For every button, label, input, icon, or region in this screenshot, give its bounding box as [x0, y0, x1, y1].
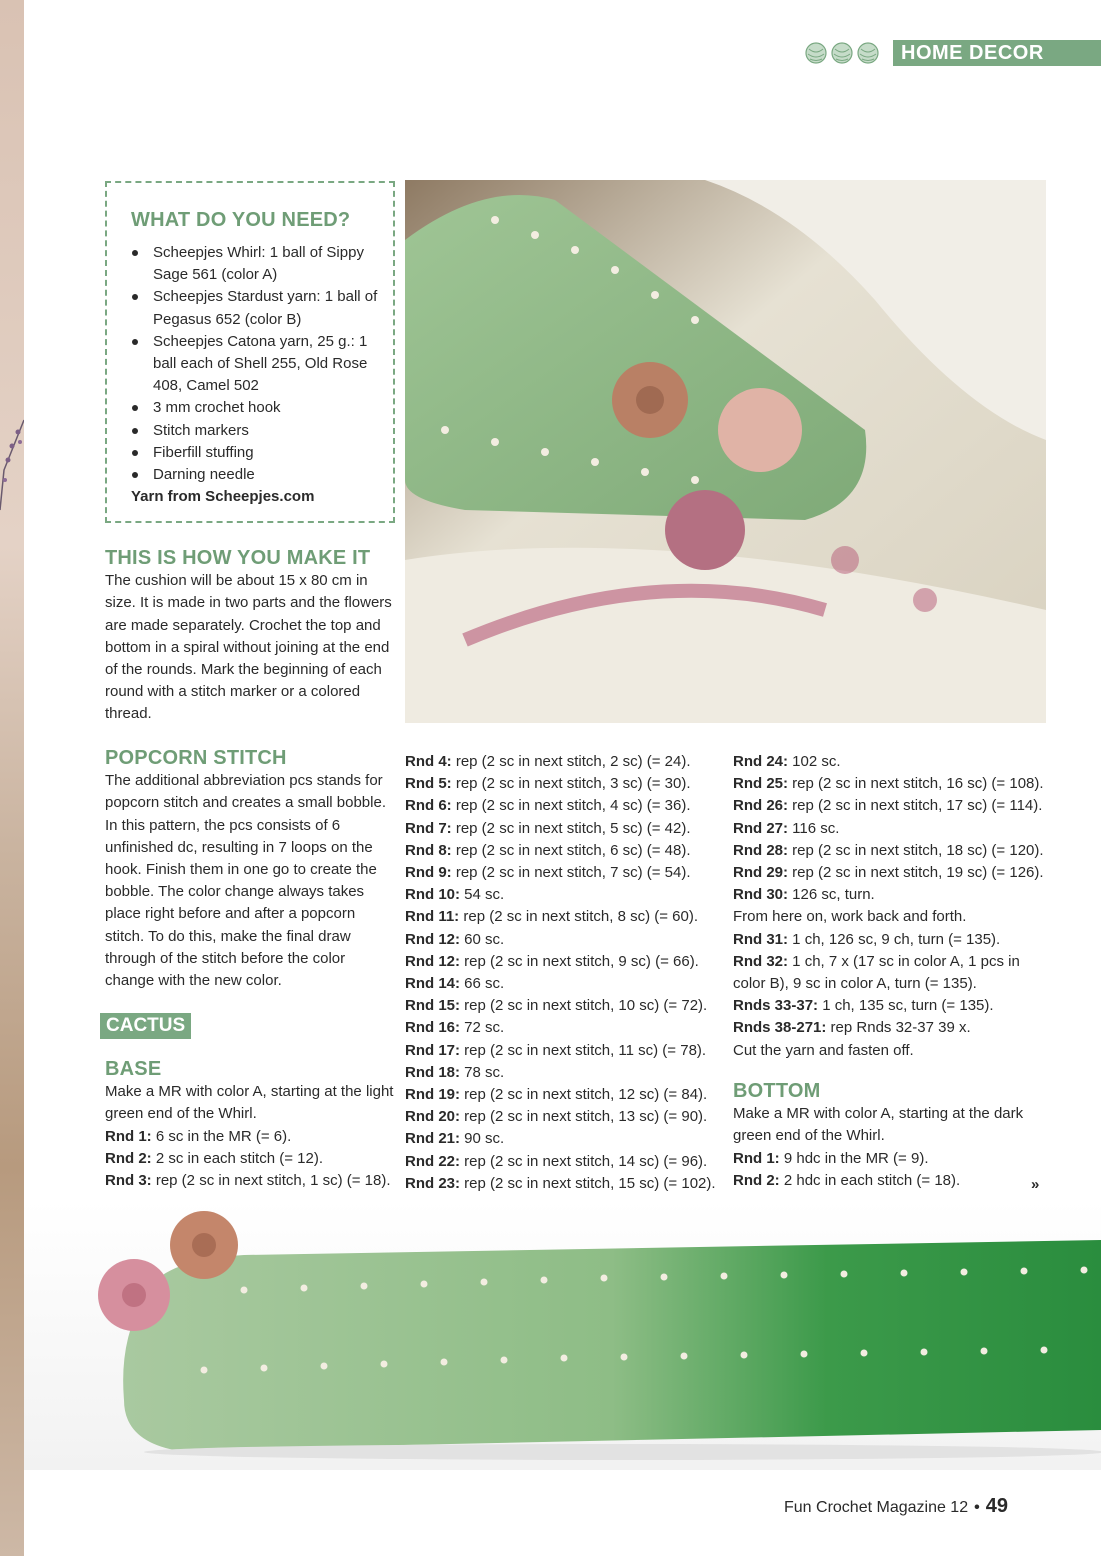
round-line: Rnd 1: 6 sc in the MR (= 6). [105, 1127, 292, 1145]
howto-text: The cushion will be about 15 x 80 cm in size. It is made in two parts and the flowers are made separately. Crochet the top and bottom in a spiral without joining at the end of the rounds. Mark the beginning of each round with a stitch marker or a colored thread. [105, 572, 392, 723]
round-line: Rnd 26: rep (2 sc in next stitch, 17 sc) (= 114). [733, 797, 1043, 815]
round-line: Rnd 24: 102 sc. [733, 753, 841, 770]
footer-separator: • [974, 1499, 980, 1516]
popcorn-section [105, 747, 397, 992]
cushion-photo [405, 180, 1046, 723]
round-line: Rnd 22: rep (2 sc in next stitch, 14 sc) (= 96). [405, 1152, 708, 1170]
flower-icon [170, 1211, 238, 1279]
bottom-title: BOTTOM [733, 1080, 821, 1102]
round-line: Rnd 12: 60 sc. [405, 930, 505, 948]
popcorn-title: POPCORN STITCH [105, 747, 287, 769]
list-item: 3 mm crochet hook [131, 397, 383, 419]
fasten-note: Cut the yarn and fasten off. [733, 1041, 914, 1059]
base-section [105, 1058, 403, 1192]
base-intro: Make a MR with color A, starting at the light green end of the Whirl. [105, 1083, 394, 1123]
round-line: Rnd 15: rep (2 sc in next stitch, 10 sc) (= 72). [405, 997, 708, 1015]
round-line: Rnd 8: rep (2 sc in next stitch, 6 sc) (= 48). [405, 841, 691, 859]
round-line: Rnds 33-37: 1 ch, 135 sc, turn (= 135). [733, 997, 994, 1015]
magazine-name: Fun Crochet Magazine 12 [784, 1499, 969, 1516]
list-item: Darning needle [131, 464, 383, 486]
round-line: Rnd 3: rep (2 sc in next stitch, 1 sc) (= 18). [105, 1172, 391, 1190]
materials-title: WHAT DO YOU NEED? [131, 209, 351, 231]
round-line: Rnd 5: rep (2 sc in next stitch, 3 sc) (= 30). [405, 775, 691, 793]
round-line: Rnd 25: rep (2 sc in next stitch, 16 sc) (= 108). [733, 775, 1044, 793]
round-line: Rnd 30: 126 sc, turn. [733, 886, 875, 904]
round-line: Rnd 29: rep (2 sc in next stitch, 19 sc) (= 126). [733, 864, 1044, 882]
left-edge-photo [0, 0, 24, 1556]
list-item: Fiberfill stuffing [131, 442, 383, 464]
round-line: Rnd 12: rep (2 sc in next stitch, 9 sc) (= 66). [405, 952, 699, 970]
round-line: Rnd 2: 2 hdc in each stitch (= 18). [733, 1171, 961, 1189]
round-line: Rnd 4: rep (2 sc in next stitch, 2 sc) (= 24). [405, 753, 691, 770]
round-line: Rnd 19: rep (2 sc in next stitch, 12 sc) (= 84). [405, 1086, 708, 1104]
back-forth-note: From here on, work back and forth. [733, 908, 967, 926]
materials-list [131, 242, 383, 486]
flower-icon [612, 362, 688, 438]
list-item: Scheepjes Catona yarn, 25 g.: 1 ball each of Shell 255, Old Rose 408, Camel 502 [131, 331, 383, 398]
list-item: Stitch markers [131, 420, 383, 442]
yarn-balls-icon [803, 40, 883, 66]
howto-title: THIS IS HOW YOU MAKE IT [105, 547, 371, 569]
cactus-section [100, 1013, 191, 1039]
round-line: Rnd 28: rep (2 sc in next stitch, 18 sc) (= 120). [733, 841, 1044, 859]
materials-box [105, 181, 395, 523]
round-line: Rnd 27: 116 sc. [733, 819, 840, 837]
yarn-source: Yarn from Scheepjes.com [131, 488, 315, 506]
rounds-column-3 [733, 751, 1058, 1062]
continue-arrow-icon: » [1031, 1176, 1040, 1193]
round-line: Rnd 1: 9 hdc in the MR (= 9). [733, 1149, 929, 1167]
cushion-photo-illustration [405, 180, 1046, 723]
cactus-cushion-photo [24, 1200, 1101, 1470]
round-line: Rnd 11: rep (2 sc in next stitch, 8 sc) (= 60). [405, 908, 699, 926]
round-line: Rnd 9: rep (2 sc in next stitch, 7 sc) (= 54). [405, 864, 691, 882]
round-line: Rnd 6: rep (2 sc in next stitch, 4 sc) (= 36). [405, 797, 691, 815]
cactus-tag: CACTUS [100, 1013, 191, 1039]
page-number: 49 [985, 1495, 1008, 1517]
round-line: Rnds 38-271: rep Rnds 32-37 39 x. [733, 1019, 971, 1037]
round-line: Rnd 32: 1 ch, 7 x (17 sc in color A, 1 pcs in color B), 9 sc in color A, turn (= 135). [733, 952, 1020, 993]
rounds-column-2 [405, 751, 725, 1195]
list-item: Scheepjes Whirl: 1 ball of Sippy Sage 561 (color A) [131, 242, 383, 286]
popcorn-text: The additional abbreviation pcs stands for popcorn stitch and creates a small bobble. In this pattern, the pcs consists of 6 unfinished dc, resulting in 7 loops on the hook. Finish them in one go to create the bobble. The color change always takes place right before and after a popcorn stitch. To do this, make the final draw through of the stitch before the color change with the new color. [105, 772, 386, 990]
round-line: Rnd 16: 72 sc. [405, 1019, 505, 1037]
round-line: Rnd 17: rep (2 sc in next stitch, 11 sc) (= 78). [405, 1041, 707, 1059]
list-item: Scheepjes Stardust yarn: 1 ball of Pegasus 652 (color B) [131, 286, 383, 330]
round-line: Rnd 10: 54 sc. [405, 886, 505, 904]
round-line: Rnd 23: rep (2 sc in next stitch, 15 sc) (= 102). [405, 1174, 716, 1192]
lavender-sprig-icon [0, 410, 24, 520]
round-line: Rnd 14: 66 sc. [405, 975, 505, 993]
page-footer [784, 1495, 1008, 1518]
base-title: BASE [105, 1058, 162, 1080]
bottom-intro: Make a MR with color A, starting at the dark green end of the Whirl. [733, 1105, 1024, 1145]
round-line: Rnd 7: rep (2 sc in next stitch, 5 sc) (= 42). [405, 819, 691, 837]
round-line: Rnd 21: 90 sc. [405, 1130, 505, 1148]
bottom-section [733, 1080, 1043, 1192]
round-line: Rnd 2: 2 sc in each stitch (= 12). [105, 1149, 323, 1167]
cactus-cushion-illustration [24, 1200, 1101, 1470]
round-line: Rnd 31: 1 ch, 126 sc, 9 ch, turn (= 135). [733, 930, 1001, 948]
round-line: Rnd 20: rep (2 sc in next stitch, 13 sc) (= 90). [405, 1108, 708, 1126]
section-tab: HOME DECOR [893, 40, 1101, 66]
round-line: Rnd 18: 78 sc. [405, 1063, 505, 1081]
howto-section [105, 547, 397, 726]
